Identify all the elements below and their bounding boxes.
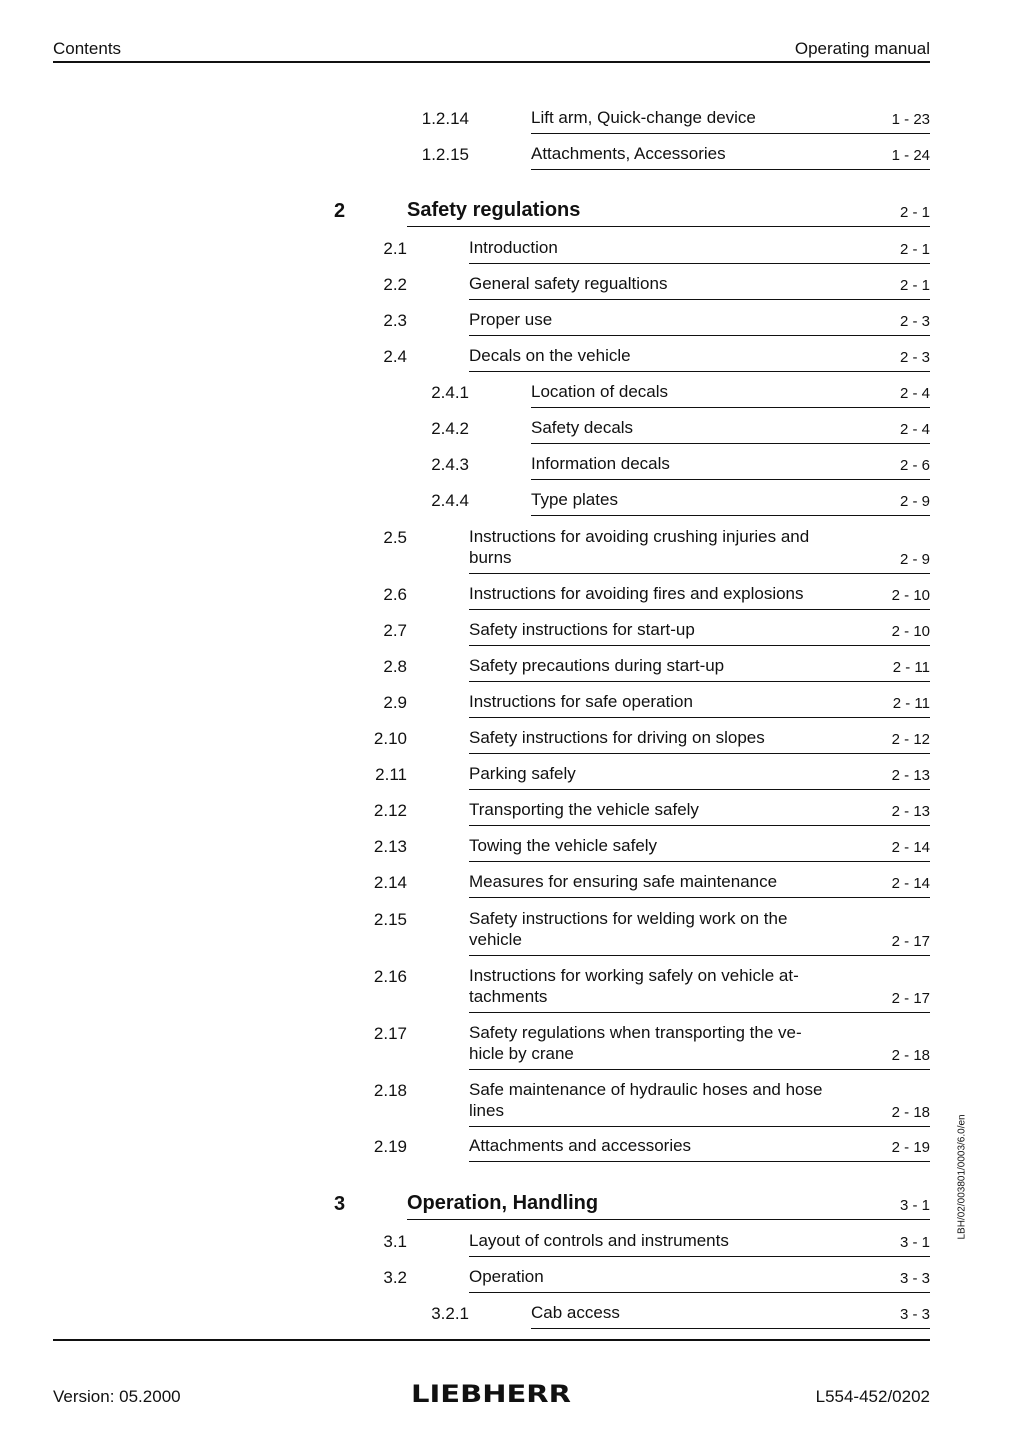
toc-entry-underline	[469, 273, 930, 300]
toc-entry[interactable]	[53, 764, 930, 790]
toc-entry-underline	[531, 107, 930, 134]
toc-entry-number: 1.2.14	[421, 109, 469, 128]
toc-entry-underline	[469, 619, 930, 646]
toc-entry-number: 2.15	[373, 910, 407, 929]
toc-entry-underline	[531, 143, 930, 170]
toc-entry[interactable]	[53, 1303, 930, 1329]
toc-entry-page: 2 - 14	[891, 875, 930, 892]
toc-entry[interactable]	[53, 1136, 930, 1162]
toc-entry-underline	[469, 691, 930, 718]
toc-entry[interactable]	[53, 490, 930, 516]
toc-entry-number: 2.9	[383, 693, 407, 712]
toc-entry-title: Instructions for avoiding crushing injuries and burns	[469, 527, 810, 567]
toc-entry-number: 2.6	[383, 585, 407, 604]
toc-entry-number: 2.4	[383, 347, 407, 366]
toc-entry-title: Attachments, Accessories	[531, 144, 726, 163]
toc-entry[interactable]	[53, 310, 930, 336]
toc-entry-page: 2 - 11	[892, 659, 930, 676]
toc-entry-number: 2.2	[383, 275, 407, 294]
toc-entry-underline	[469, 763, 930, 790]
toc-entry-page: 2 - 10	[891, 587, 930, 604]
toc-entry[interactable]	[53, 274, 930, 300]
toc-entry-underline	[531, 417, 930, 444]
toc-entry-page: 2 - 4	[899, 421, 930, 438]
liebherr-logo	[410, 1381, 572, 1405]
toc-entry[interactable]	[53, 872, 930, 898]
toc-entry-title: General safety regualtions	[469, 274, 668, 293]
toc-entry-underline	[531, 1302, 930, 1329]
toc-entry-underline	[407, 1191, 930, 1220]
toc-entry-page: 2 - 9	[899, 493, 930, 510]
toc-entry-page: 3 - 1	[899, 1197, 930, 1214]
toc-entry-title: Safety regulations when transporting the ve- hicle by crane	[469, 1023, 802, 1063]
toc-entry[interactable]	[53, 346, 930, 372]
toc-entry-number: 2.10	[373, 729, 407, 748]
toc-entry[interactable]	[53, 144, 930, 170]
toc-entry-title: Operation	[469, 1267, 544, 1286]
toc-entry[interactable]	[53, 238, 930, 264]
toc-entry-number: 3.2	[383, 1268, 407, 1287]
toc-entry-title: Measures for ensuring safe maintenance	[469, 872, 778, 891]
toc-entry-number: 2.4.4	[431, 491, 469, 510]
toc-entry-title: Introduction	[469, 238, 558, 257]
toc-entry-page: 2 - 3	[899, 349, 930, 366]
toc-entry[interactable]	[53, 836, 930, 862]
footer-document-number: L554-452/0202	[815, 1387, 930, 1406]
header-manual-title: Operating manual	[794, 39, 930, 58]
toc-entry-title: Safety decals	[531, 418, 634, 437]
toc-entry-number: 3	[334, 1193, 346, 1215]
toc-entry-number: 2.8	[383, 657, 407, 676]
toc-entry-title: Parking safely	[469, 764, 576, 783]
toc-entry-page: 2 - 1	[899, 277, 930, 294]
toc-entry-title: Decals on the vehicle	[469, 346, 631, 365]
toc-entry-underline	[531, 381, 930, 408]
toc-entry-number: 2.18	[373, 1081, 407, 1100]
toc-entry[interactable]	[53, 108, 930, 134]
toc-entry-page: 2 - 4	[899, 385, 930, 402]
toc-entry-title: Safety precautions during start-up	[469, 656, 725, 675]
toc-entry-number: 2.12	[373, 801, 407, 820]
toc-entry-number: 2.3	[383, 311, 407, 330]
toc-entry-underline	[469, 1266, 930, 1293]
toc-entry-title: Type plates	[531, 490, 618, 509]
toc-entry-underline	[469, 237, 930, 264]
toc-entry-number: 2.7	[383, 621, 407, 640]
logo-text: LIEBHERR	[411, 1381, 571, 1405]
toc-entry-number: 2.5	[383, 528, 407, 547]
header-section-title: Contents	[53, 39, 122, 58]
toc-entry-page: 2 - 11	[892, 695, 930, 712]
toc-entry-number: 2.4.2	[431, 419, 469, 438]
toc-entry-title: Safety instructions for welding work on the vehicle	[469, 909, 788, 949]
toc-entry[interactable]	[53, 454, 930, 480]
toc-entry-title: Layout of controls and instruments	[469, 1231, 729, 1250]
toc-entry-number: 2.16	[373, 967, 407, 986]
toc-entry-page: 1 - 23	[891, 111, 930, 128]
toc-entry-title: Lift arm, Quick-change device	[531, 108, 756, 127]
toc-entry-title: Instructions for avoiding fires and explosions	[469, 584, 804, 603]
toc-entry-underline	[469, 727, 930, 754]
toc-entry-title: Cab access	[531, 1303, 620, 1322]
toc-entry-title: Safety regulations	[407, 199, 581, 221]
toc-entry-page: 2 - 9	[899, 551, 930, 568]
toc-entry-number: 2.4.1	[431, 383, 469, 402]
toc-entry[interactable]	[53, 1080, 930, 1127]
toc-entry-page: 2 - 17	[891, 990, 930, 1007]
toc-entry-page: 2 - 19	[891, 1139, 930, 1156]
toc-entry-title: Proper use	[469, 310, 553, 329]
toc-entry-page: 2 - 3	[899, 313, 930, 330]
toc-entry[interactable]	[53, 909, 930, 956]
toc-entry-page: 2 - 14	[891, 839, 930, 856]
toc-entry-page: 2 - 6	[899, 457, 930, 474]
toc-entry[interactable]	[53, 418, 930, 444]
toc-entry-page: 2 - 13	[891, 767, 930, 784]
toc-entry-title: Safety instructions for start-up	[469, 620, 695, 639]
side-document-code	[956, 1110, 968, 1240]
toc-entry-number: 2.14	[373, 873, 407, 892]
toc-entry-title: Safe maintenance of hydraulic hoses and hose lines	[469, 1080, 823, 1120]
toc-entry[interactable]	[53, 584, 930, 610]
toc-entry-number: 2.4.3	[431, 455, 469, 474]
toc-entry-underline	[469, 583, 930, 610]
toc-entry-number: 2.19	[373, 1137, 407, 1156]
toc-entry-title: Safety instructions for driving on slopes	[469, 728, 765, 747]
toc-chapter[interactable]	[53, 1192, 930, 1220]
toc-entry-number: 1.2.15	[421, 145, 469, 164]
toc-entry-page: 2 - 13	[891, 803, 930, 820]
toc-entry-number: 2	[334, 200, 346, 222]
footer-version: Version: 05.2000	[53, 1387, 181, 1406]
toc-entry-page: 3 - 3	[899, 1306, 930, 1323]
toc-entry[interactable]	[53, 1231, 930, 1257]
toc-entry[interactable]	[53, 382, 930, 408]
toc-entry-underline	[469, 908, 930, 956]
toc-entry-title: Instructions for safe operation	[469, 692, 693, 711]
toc-entry-page: 3 - 1	[899, 1234, 930, 1251]
toc-entry-title: Transporting the vehicle safely	[469, 800, 699, 819]
toc-entry-title: Attachments and accessories	[469, 1136, 692, 1155]
toc-entry-title: Information decals	[531, 454, 670, 473]
footer-rule	[53, 1339, 930, 1341]
toc-entry-underline	[469, 871, 930, 898]
toc-entry-underline	[469, 345, 930, 372]
toc-entry-title: Location of decals	[531, 382, 669, 401]
toc-entry[interactable]	[53, 800, 930, 826]
toc-entry-page: 2 - 1	[899, 204, 930, 221]
toc-entry-underline	[531, 453, 930, 480]
toc-entry-page: 1 - 24	[891, 147, 930, 164]
toc-entry-underline	[469, 309, 930, 336]
toc-entry-number: 2.1	[383, 239, 407, 258]
toc-entry-underline	[469, 526, 930, 574]
toc-entry-underline	[469, 799, 930, 826]
toc-entry-number: 3.1	[383, 1232, 407, 1251]
toc-entry-page: 2 - 17	[891, 933, 930, 950]
toc-entry[interactable]	[53, 966, 930, 1013]
toc-entry-title: Instructions for working safely on vehicle at- tachments	[469, 966, 799, 1006]
toc-entry-page: 2 - 18	[891, 1047, 930, 1064]
toc-entry-underline	[469, 835, 930, 862]
toc-entry-underline	[469, 965, 930, 1013]
toc-entry-page: 2 - 10	[891, 623, 930, 640]
toc-entry[interactable]	[53, 692, 930, 718]
toc-entry-underline	[469, 1135, 930, 1162]
side-code-text: LBH/02/003801/0003/6.0/en	[956, 1114, 968, 1240]
toc-entry-title: Operation, Handling	[407, 1192, 599, 1214]
toc-entry-underline	[469, 655, 930, 682]
toc-entry-number: 2.13	[373, 837, 407, 856]
toc-entry-title: Towing the vehicle safely	[469, 836, 658, 855]
toc-entry[interactable]	[53, 728, 930, 754]
toc-entry-number: 2.17	[373, 1024, 407, 1043]
toc-chapter[interactable]	[53, 199, 930, 227]
toc-entry-underline	[469, 1022, 930, 1070]
toc-entry-underline	[531, 489, 930, 516]
toc-entry-page: 3 - 3	[899, 1270, 930, 1287]
toc-entry-number: 3.2.1	[431, 1304, 469, 1323]
toc-entry-underline	[469, 1230, 930, 1257]
toc-entry-page: 2 - 1	[899, 241, 930, 258]
toc-entry-page: 2 - 12	[891, 731, 930, 748]
toc-entry[interactable]	[53, 620, 930, 646]
toc-entry-page: 2 - 18	[891, 1104, 930, 1121]
toc-entry[interactable]	[53, 656, 930, 682]
toc-entry[interactable]	[53, 1023, 930, 1070]
toc-entry[interactable]	[53, 527, 930, 574]
toc-entry-underline	[469, 1079, 930, 1127]
toc-entry[interactable]	[53, 1267, 930, 1293]
toc-entry-number: 2.11	[375, 765, 407, 784]
toc-entry-underline	[407, 198, 930, 227]
